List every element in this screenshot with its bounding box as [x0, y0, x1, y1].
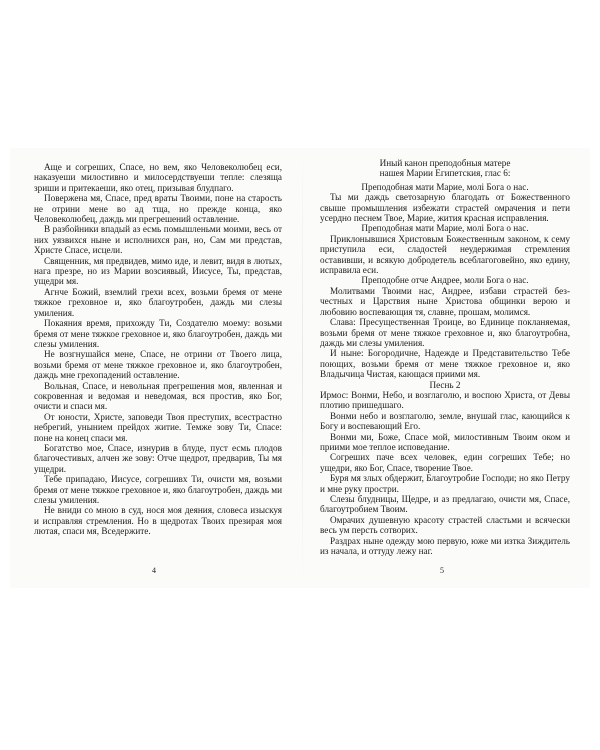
- refrain-line: Песнь 2: [429, 379, 461, 390]
- right-page-body: [320, 182, 570, 557]
- book-spread: [10, 148, 590, 588]
- troparion-paragraph: Вонми ми, Боже, Спасе мой, милостивным Твоим оком и приими мое теплое исповедание.: [320, 431, 570, 452]
- left-paragraph: Покаяния время, прихожду Ти, Создателю моему: возьми бремя от мене тяжкое греховное и, яко благоутробен, даждь ми слезы умиления.: [34, 318, 282, 349]
- left-page-text: [34, 162, 282, 537]
- left-paragraph: В разбойники впадый аз есмь помышленьми моими, весь от них уязвихся ныне и исполнихся ран, но, Сам ми представ, Христе Спасе, исцели.: [34, 224, 282, 256]
- left-paragraph: Тебе припадаю, Иисусе, согрешивх Ти, очисти мя, возьми бремя от мене тяжкое греховное и, яко благоутробен, даждь ми слезы умиления.: [34, 474, 282, 505]
- troparion-paragraph: Слава: Пресущественная Троице, во Единице покланяемая, возьми бремя от мене тяжкое греховное и, яко благоутробна, даждь ми слезы умиления.: [320, 317, 570, 348]
- troparion-paragraph: Вонми небо и возглаголю, земле, внушай глас, кающийся к Богу и воспевающий Его.: [320, 410, 570, 432]
- troparion-paragraph: Приклонывшися Христовым Божественным законом, к сему приступила еси, сладостей неудержимая стремления оставивши, и всякую добродетель всеблагоговейно, яко едину, исправила еси.: [320, 233, 570, 276]
- left-paragraph: Повержена мя, Спасе, пред враты Твоими, поне на старость не отрини мене во ад тща, но прежде конца, яко Человеколюбец, даждь ми прегрешений оставление.: [34, 193, 282, 225]
- left-paragraph: Не возгнушайся мене, Спасе, не отрини от Твоего лица, возьми бремя от мене тяжкое греховное и, яко благоутробен, даждь мне грехопадений оставление.: [34, 349, 282, 381]
- left-paragraph: Не вниди со мною в суд, нося моя деяния, словеса изыскуя и исправляя стремления. Но в щедротах Твоих презирая моя лютая, спаси мя, Вседержите.: [34, 505, 282, 537]
- troparion-paragraph: Ты ми даждь светозарную благодать от Божественного свыше промышления избежати страстей омрачения и пети усердно песнем Твое, Марие, жития красная исправления.: [320, 192, 570, 224]
- troparion-paragraph: Слезы блудницы, Щедре, и аз предлагаю, очисти мя, Спасе, благоутробием Твоим.: [320, 494, 570, 515]
- left-paragraph: От юности, Христе, заповеди Твоя преступих, всестрастно небрегий, унынием прейдох житие. Темже зову Ти, Спасе: поне на конец спаси мя.: [34, 411, 282, 443]
- canon-heading-line-1: Иный канон преподобныя матере: [379, 158, 511, 168]
- refrain-line: Преподобная мати Марие, молі Бога о нас.: [361, 181, 529, 192]
- troparion-paragraph: Омрачих душевную красоту страстей сластьми и всячески весь ум персть сотворих.: [320, 514, 570, 536]
- left-paragraph: Священник, мя предвидев, мимо иде, и левит, видя в лютых, нага презре, но из Марии возсиявый, Иисусе, Ты, представ, ущедри мя.: [34, 255, 282, 287]
- canon-heading: [320, 158, 570, 179]
- left-paragraph: Агнче Божий, вземлий грехи всех, возьми бремя от мене тяжкое греховное и, яко благоутробен, даждь ми слезы умиления.: [34, 286, 282, 318]
- book-fold: [302, 148, 303, 588]
- left-paragraph: Аще и согреших, Спасе, но вем, яко Человеколюбец еси, наказуеши милостивно и милосердствуеши тепле: слезяща зриши и притекаеши, яко отец, призывая блудпаго.: [34, 162, 282, 193]
- troparion-paragraph: И ныне: Богородичне, Надежде и Представительство Тебе поющих, возьми бремя от мене тяжкое греховное и, яко Владычица Чистая, кающася приими мя.: [320, 348, 570, 380]
- refrain-line: Преподобная мати Марие, молі Бога о нас.: [361, 223, 529, 234]
- troparion-paragraph: Буря мя злых обдержит, Благоутробие Господи; но яко Петру и мне руку простри.: [320, 473, 570, 494]
- right-page-text: [320, 158, 570, 556]
- canon-heading-line-2: нашея Марии Египетския, глас 6:: [379, 168, 511, 179]
- troparion-paragraph: Молитвами Твоими нас, Андрее, избави страстей безчестных и Царствия ныне Христова общинки верою и любовию воспевающия тя, славне, прошам, молимся.: [320, 285, 570, 317]
- troparion-paragraph: Ирмос: Вонми, Небо, и возглаголю, и воспою Христа, от Девы плотию пришедшаго.: [320, 389, 570, 411]
- refrain-line: Преподобне отче Андрее, моли Бога о нас.: [361, 275, 529, 286]
- left-paragraph: Вольная, Спасе, и невольная прегрешения моя, явленная и сокровенная и ведомая и неведомая, вся простив, яко Бог, очисти и спаси мя.: [34, 380, 282, 412]
- left-paragraph: Богатство мое, Спасе, изнурив в блуде, пуст есмь плодов благочестивых, алчен же зову: Отче щедрот, предварив, Ты мя ущедри.: [34, 442, 282, 474]
- troparion-paragraph: Раздрах ныне одежду мою первую, юже ми изтка Зиждитель из начала, и оттуду лежу наг.: [320, 535, 570, 557]
- troparion-paragraph: Согреших паче всех человек, един согреших Тебе; но ущедри, яко Бог, Спасе, творение Твое.: [320, 452, 570, 473]
- right-page-number: 5: [440, 566, 444, 575]
- left-page-number: 4: [152, 566, 156, 575]
